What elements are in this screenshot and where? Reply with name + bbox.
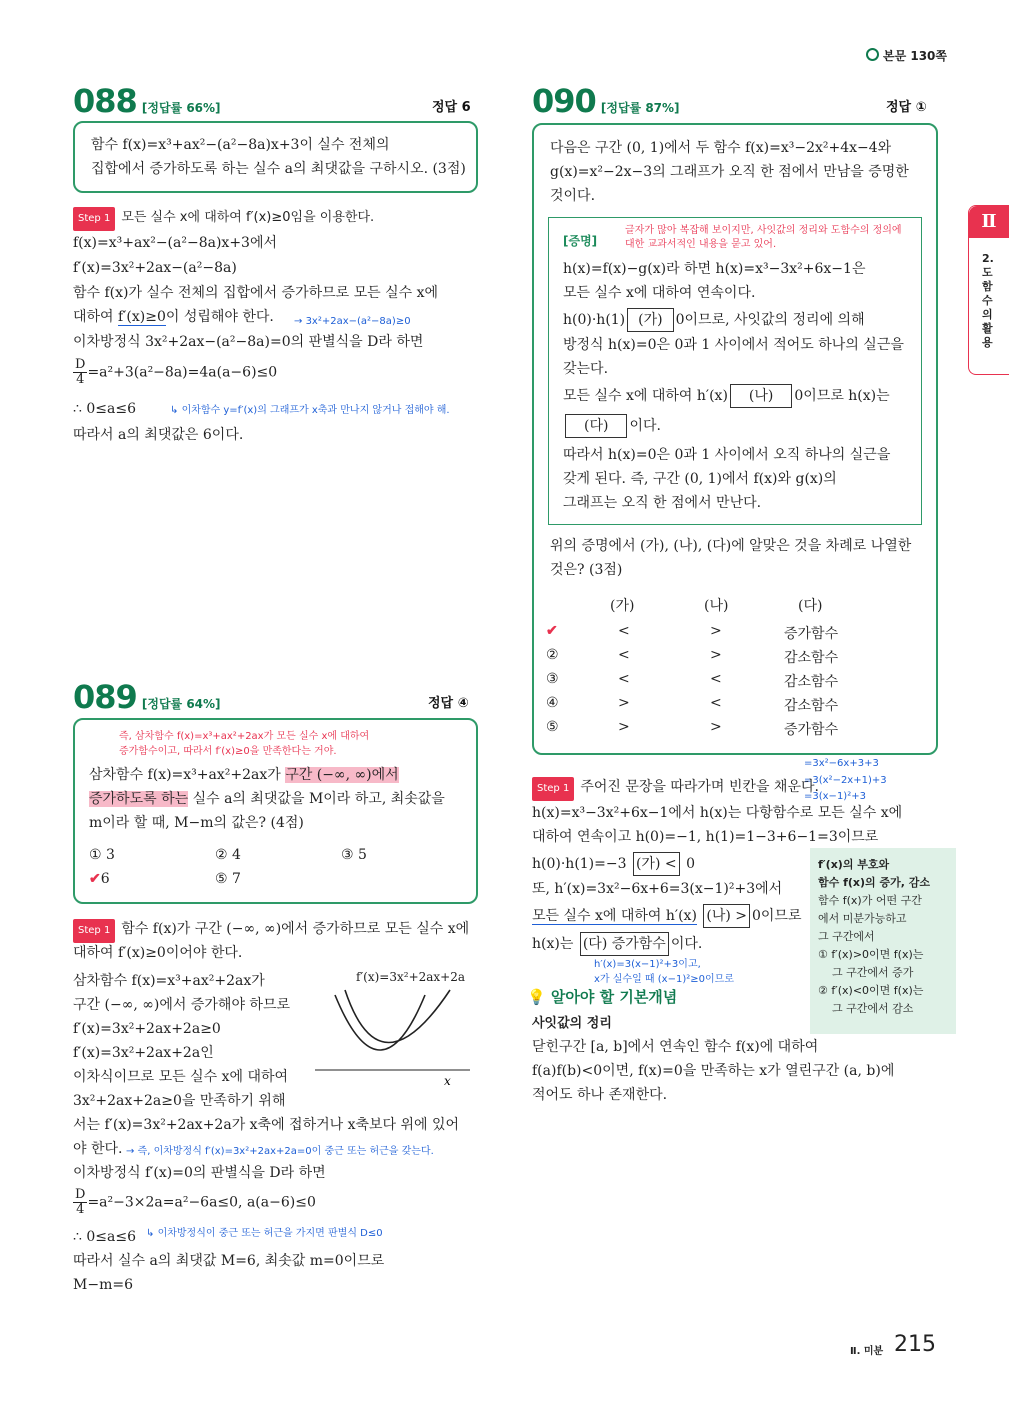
sign-derivative-box: f′(x)의 부호와 함수 f(x)의 증가, 감소 함수 f(x)가 어떤 구간 에서 미분가능하고 그 구간에서 ① f′(x)>0이면 f(x)는 그 구간에서 증가 ② f′(x)<0이면 f(x)는 그 구간에서 감소 [810, 848, 956, 1034]
solution-line: f′(x)=3x²+2ax+2a인 [73, 1045, 214, 1061]
proof-line: 모든 실수 x에 대하여 h′(x) (나) 0이므로 h(x)는 [563, 384, 890, 408]
side-note: =3(x²−2x+1)+3 [804, 775, 887, 786]
footer-section: Ⅱ. 미분 [850, 1346, 884, 1357]
lightbulb-icon: 💡 [527, 988, 546, 1006]
question-line: 다음은 구간 (0, 1)에서 두 함수 f(x)=x³−2x²+4x−4와 [550, 140, 892, 156]
annotation-note: 글자가 많아 복잡해 보이지만, 사잇값의 정리와 도함수의 정의에 [625, 225, 902, 236]
choice-row-5[interactable]: ⑤ > > 증가함수 [546, 719, 839, 738]
problem-number: 090 [532, 82, 596, 120]
concept-line: 적어도 하나 존재한다. [532, 1087, 668, 1103]
step-heading: Step 1 주어진 문장을 따라가며 빈칸을 채운다. [532, 776, 819, 801]
concept-title: 💡 알아야 할 기본개념 [527, 988, 678, 1006]
page-number: 215 [894, 1332, 936, 1357]
answer-ga: (가) < [633, 852, 680, 876]
proof-line: 따라서 h(x)=0은 0과 1 사이에서 오직 하나의 실근을 [563, 447, 891, 463]
answer-na: (나) > [703, 904, 750, 928]
question-line: 것은? (3점) [550, 562, 623, 578]
table-header: (다) [798, 598, 823, 614]
question-line: 위의 증명에서 (가), (나), (다)에 알맞은 것을 차례로 나열한 [550, 538, 912, 554]
choice-2[interactable]: ② 4 [215, 847, 241, 863]
concept-subtitle: 사잇값의 정리 [532, 1016, 612, 1031]
problem-090-header [532, 82, 680, 120]
answer-label: 정답 6 [432, 100, 471, 115]
proof-line: 갖는다. [563, 361, 609, 377]
x-axis-label: x [444, 1074, 451, 1088]
answer-label: 정답 ① [886, 100, 927, 115]
side-note: → 즉, 이차방정식 f′(x)=3x²+2ax+2a=0이 중근 또는 허근을 갖는다. [126, 1146, 434, 1157]
blank-ga: (가) [627, 308, 673, 332]
solution-line: h(x)=x³−3x²+6x−1에서 h(x)는 다항함수로 모든 실수 x에 [532, 805, 903, 821]
annotation-note: 즉, 삼차함수 f(x)=x³+ax²+2ax가 모든 실수 x에 대하여 [119, 731, 370, 742]
arrow-icon: ↳ [146, 1228, 158, 1239]
solution-line: ∴ 0≤a≤6 [73, 401, 136, 417]
answer-da: (다) 증가함수 [580, 932, 669, 956]
solution-line: 따라서 a의 최댓값은 6이다. [73, 427, 244, 443]
choice-1[interactable]: ① 3 [89, 847, 115, 863]
choice-row-3[interactable]: ③ < < 감소함수 [546, 671, 839, 690]
solution-line: h(x)는 (다) 증가함수 이다. [532, 932, 702, 956]
solution-line: 따라서 실수 a의 최댓값 M=6, 최솟값 m=0이므로 [73, 1253, 385, 1269]
solution-line: 이차방정식 f′(x)=0의 판별식을 D라 하면 [73, 1165, 326, 1181]
proof-box [548, 217, 922, 525]
arrow-icon: ↳ [170, 405, 182, 416]
question-line: m이라 할 때, M−m의 값은? (4점) [89, 815, 304, 831]
solution-line: 또, h′(x)=3x²−6x+6=3(x−1)²+3에서 [532, 881, 783, 897]
proof-line: (다) 이다. [563, 414, 661, 438]
proof-line: 모든 실수 x에 대하여 연속이다. [563, 285, 756, 301]
solution-line: 이차방정식 3x²+2ax−(a²−8a)=0의 판별식을 D라 하면 [73, 334, 424, 350]
concept-line: f(a)f(b)<0이면, f(x)=0을 만족하는 x가 열린구간 (a, b)에 [532, 1063, 895, 1079]
step-heading: Step 1 모든 실수 x에 대하여 f′(x)≥0임을 이용한다. [73, 206, 374, 231]
question-line: g(x)=x²−2x−3의 그래프가 오직 한 점에서 만남을 증명한 [550, 164, 909, 180]
chapter-roman-badge: Ⅱ [969, 206, 1009, 238]
proof-line: h(x)=f(x)−g(x)라 하면 h(x)=x³−3x²+6x−1은 [563, 261, 866, 277]
choice-row-1[interactable]: ✔ < > 증가함수 [546, 623, 839, 642]
checkmark-icon: ✔ [546, 623, 558, 639]
step-badge: Step 1 [73, 919, 115, 943]
graph-label: f′(x)=3x²+2ax+2a [356, 970, 466, 984]
question-box-090 [532, 123, 938, 755]
parabola-curve-2 [345, 990, 450, 1043]
choice-3[interactable]: ③ 5 [341, 847, 367, 863]
fraction-line: $\frac{D}{4}$ =a²−3×2a=a²−6a≤0, a(a−6)≤0 [75, 1187, 316, 1217]
solution-line: ∴ 0≤a≤6 [73, 1229, 136, 1245]
side-note: x가 실수일 때 (x−1)²≥0이므로 [594, 974, 734, 985]
blank-na: (나) [730, 384, 792, 408]
side-note: =3(x−1)²+3 [804, 791, 866, 802]
proof-line: 방정식 h(x)=0은 0과 1 사이에서 적어도 하나의 실근을 [563, 337, 904, 353]
chapter-tab [968, 205, 1009, 375]
solution-line: 대하여 연속이고 h(0)=−1, h(1)=1−3+6−1=3이므로 [532, 829, 879, 845]
solution-line: 대하여 f′(x)≥0이어야 한다. [73, 945, 243, 961]
accuracy-rate: [정답률 66%] [141, 101, 221, 115]
side-note: ↳ 이차방정식이 중근 또는 허근을 가지면 판별식 D≤0 [146, 1228, 383, 1239]
question-line: 함수 f(x)=x³+ax²−(a²−8a)x+3이 실수 전체의 [91, 137, 390, 153]
choice-4[interactable]: ✔6 [89, 871, 110, 887]
circle-bullet-icon [866, 48, 879, 61]
proof-line: h(0)·h(1) (가) 0이므로, 사잇값의 정리에 의해 [563, 308, 865, 332]
side-note: ↳ 이차함수 y=f′(x)의 그래프가 x축과 만나지 않거나 접해야 해. [170, 405, 450, 416]
solution-line: M−m=6 [73, 1277, 133, 1293]
step-badge: Step 1 [532, 777, 574, 801]
side-note: =3x²−6x+3+3 [804, 758, 879, 769]
solution-line: 함수 f(x)가 실수 전체의 집합에서 증가하므로 모든 실수 x에 [73, 285, 439, 301]
chapter-title: 2. 도 함 수 의 활 용 [982, 252, 994, 349]
proof-label: [증명] [563, 234, 598, 248]
fraction-line: $\frac{D}{4}$ =a²+3(a²−8a)=4a(a−6)≤0 [75, 357, 278, 387]
accuracy-rate: [정답률 64%] [141, 697, 221, 711]
question-line: 증가하도록 하는 실수 a의 최댓값을 M이라 하고, 최솟값을 [89, 791, 445, 807]
page-reference: 본문 130쪽 [866, 47, 947, 64]
underlined-condition: f′(x)≥0 [118, 309, 166, 325]
choice-row-2[interactable]: ② < > 감소함수 [546, 647, 839, 666]
side-note: → 3x²+2ax−(a²−8a)≥0 [294, 316, 411, 327]
solution-line: 대하여 f′(x)≥0이 성립해야 한다. [73, 309, 274, 325]
choice-row-4[interactable]: ④ > < 감소함수 [546, 695, 839, 714]
arrow-icon: → [126, 1146, 138, 1157]
table-header: (나) [704, 598, 729, 614]
blank-da: (다) [565, 414, 627, 438]
answer-label: 정답 ④ [428, 696, 469, 711]
question-line: 삼차함수 f(x)=x³+ax²+2ax가 구간 (−∞, ∞)에서 [89, 767, 399, 783]
solution-line: h(0)·h(1)=−3 (가) < 0 [532, 852, 695, 876]
solution-line: 야 한다. [73, 1141, 123, 1157]
question-line: 집합에서 증가하도록 하는 실수 a의 최댓값을 구하시오. (3점) [91, 161, 466, 177]
choice-5[interactable]: ⑤ 7 [215, 871, 241, 887]
solution-line: 모든 실수 x에 대하여 h′(x) (나) > 0이므로 [532, 904, 801, 928]
problem-number: 089 [73, 678, 137, 716]
solution-line: 이차식이므로 모든 실수 x에 대하여 [73, 1069, 289, 1085]
concept-line: 닫힌구간 [a, b]에서 연속인 함수 f(x)에 대하여 [532, 1039, 819, 1055]
question-line: 것이다. [550, 188, 596, 204]
solution-line: 3x²+2ax+2a≥0을 만족하기 위해 [73, 1093, 286, 1109]
proof-line: 갖게 된다. 즉, 구간 (0, 1)에서 f(x)와 g(x)의 [563, 471, 837, 487]
proof-line: 그래프는 오직 한 점에서 만난다. [563, 495, 762, 511]
annotation-note: 증가함수이고, 따라서 f′(x)≥0을 만족한다는 거야. [119, 746, 337, 757]
solution-line: 삼차함수 f(x)=x³+ax²+2ax가 [73, 973, 265, 989]
arrow-icon: → [294, 316, 306, 327]
question-box-089 [73, 718, 478, 904]
accuracy-rate: [정답률 87%] [600, 101, 680, 115]
question-box-088 [73, 121, 478, 193]
solution-line: f′(x)=3x²+2ax−(a²−8a) [73, 260, 237, 276]
highlighted-phrase: 구간 (−∞, ∞)에서 [285, 767, 399, 783]
step-badge: Step 1 [73, 207, 115, 231]
highlighted-phrase: 증가하도록 하는 [89, 791, 189, 807]
annotation-note: 대한 교과서적인 내용을 묻고 있어. [625, 239, 777, 250]
solution-line: f′(x)=3x²+2ax+2a≥0 [73, 1021, 221, 1037]
side-note: h′(x)=3(x−1)²+3이고, [594, 959, 701, 970]
problem-088-header [73, 82, 221, 120]
solution-line: f(x)=x³+ax²−(a²−8a)x+3에서 [73, 235, 278, 251]
solution-line: 서는 f′(x)=3x²+2ax+2a가 x축에 접하거나 x축보다 위에 있어 [73, 1117, 460, 1133]
problem-089-header [73, 678, 221, 716]
solution-line: 구간 (−∞, ∞)에서 증가해야 하므로 [73, 997, 290, 1013]
table-header: (가) [610, 598, 635, 614]
checkmark-icon: ✔ [89, 871, 101, 887]
step-heading: Step 1 함수 f(x)가 구간 (−∞, ∞)에서 증가하므로 모든 실수 x에 [73, 918, 469, 943]
problem-number: 088 [73, 82, 137, 120]
parabola-graph [310, 985, 480, 1095]
